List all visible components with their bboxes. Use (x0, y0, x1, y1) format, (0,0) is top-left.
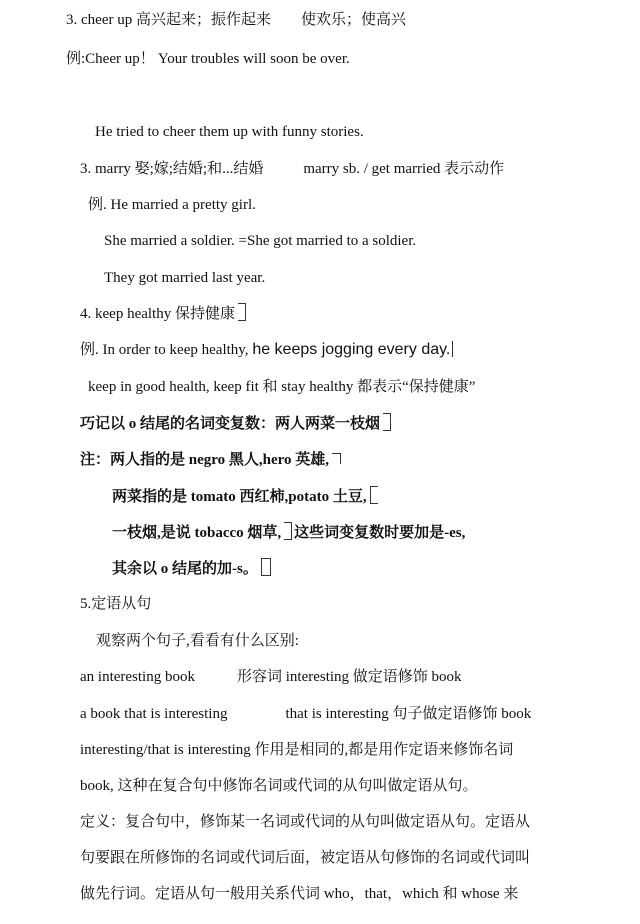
bracket-mark (238, 303, 246, 321)
observe-sentences: 观察两个句子,看看有什么区别: (96, 633, 299, 649)
example-marry-3: They got married last year. (104, 270, 266, 286)
explanation-line-2: book, 这种在复合句中修饰名词或代词的从句叫做定语从句。 (80, 778, 478, 794)
cursor-mark (452, 341, 453, 357)
section-5-heading: 5.定语从句 (80, 596, 152, 612)
example-cheer-up-2: He tried to cheer them up with funny stories. (95, 124, 364, 140)
note-two-dishes: 两菜指的是 tomato 西红柿,potato 土豆, (112, 486, 378, 507)
item-3-cheer-up: 3. cheer up 高兴起来；振作起来 使欢乐；使高兴 (66, 12, 406, 28)
note-two-people: 注：两人指的是 negro 黑人,hero 英雄, (80, 450, 341, 470)
example-interesting-book: an interesting book 形容词 interesting 做定语修饰 book (80, 669, 462, 685)
definition-line-2: 句要跟在所修饰的名词或代词后面，被定语从句修饰的名词或代词叫 (80, 850, 531, 866)
example-keep-healthy: 例. In order to keep healthy, he keeps jogging every day. (80, 340, 453, 360)
bracket-mark (370, 486, 378, 504)
example-cheer-up: 例:Cheer up！ Your troubles will soon be over. (66, 51, 350, 67)
item-4-keep-healthy: 4. keep healthy 保持健康 (80, 303, 246, 324)
keep-healthy-synonyms: keep in good health, keep fit 和 stay healthy 都表示“保持健康” (88, 379, 476, 395)
note-one-cigarette: 一枝烟,是说 tobacco 烟草, 这些词变复数时要加是-es, (112, 522, 465, 543)
explanation-line-1: interesting/that is interesting 作用是相同的,都是用作定语来修饰名词 (80, 742, 514, 758)
example-marry-2: She married a soldier. =She got married to a soldier. (104, 233, 417, 249)
bracket-mark (284, 522, 292, 540)
box-mark (261, 558, 271, 576)
bracket-mark (383, 413, 391, 431)
bracket-mark (332, 453, 341, 464)
definition-line-3: 做先行词。定语从句一般用关系代词 who，that，which 和 whose 来 (80, 886, 519, 902)
example-marry-1: 例. He married a pretty girl. (88, 197, 256, 213)
tip-o-plural: 巧记以 o 结尾的名词变复数：两人两菜一枝烟 (80, 413, 391, 434)
note-others: 其余以 o 结尾的加-s。 (112, 558, 271, 579)
example-book-that-is: a book that is interesting that is interesting 句子做定语修饰 book (80, 706, 532, 722)
definition-line-1: 定义：复合句中，修饰某一名词或代词的从句叫做定语从句。定语从 (80, 814, 531, 830)
item-3-marry: 3. marry 娶;嫁;结婚;和...结婚 marry sb. / get married 表示动作 (80, 161, 505, 177)
